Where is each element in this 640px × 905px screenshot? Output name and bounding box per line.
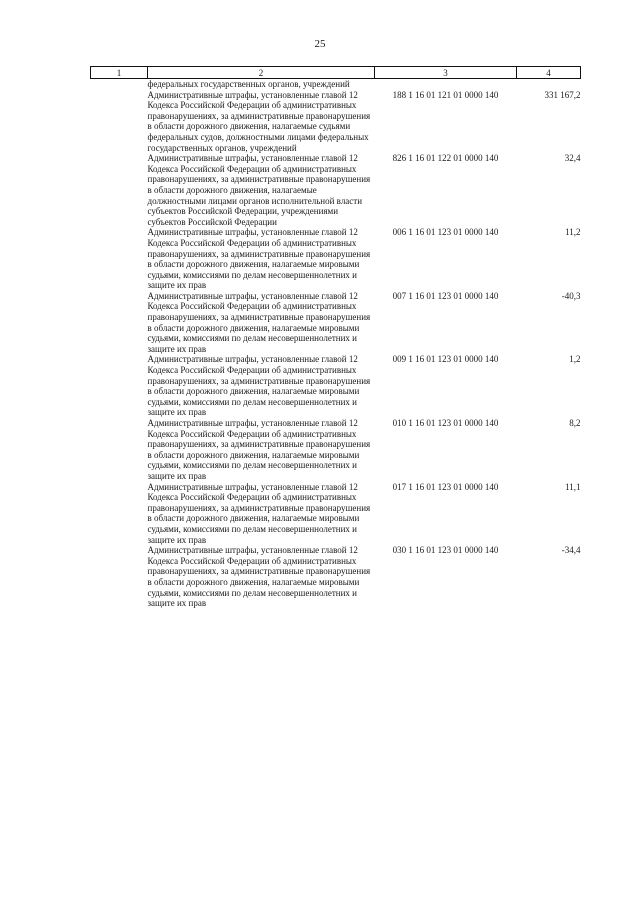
amount-cell: 11,1 [565, 481, 581, 492]
row-number-cell [91, 153, 148, 227]
code-cell: 017 1 16 01 123 01 0000 140 [392, 481, 499, 492]
amount-cell: 331 167,2 [544, 89, 581, 100]
column-header-1: 1 [91, 67, 148, 79]
row-number-cell [91, 227, 148, 291]
table-row [91, 227, 581, 291]
row-number-cell [91, 354, 148, 418]
description-cell: Административные штрафы, установленные главой 12 Кодекса Российской Федерации об административных правонарушениях, за административные правонарушения в области дорожного движения, налагаемые мировыми судьями, комиссиями по делам несовершеннолетних и защите их прав [147, 227, 371, 291]
code-cell: 009 1 16 01 123 01 0000 140 [392, 354, 499, 365]
amount-cell: 32,4 [564, 153, 581, 164]
table-row [91, 354, 581, 418]
description-cell: Административные штрафы, установленные главой 12 Кодекса Российской Федерации об административных правонарушениях, за административные правонарушения в области дорожного движения, налагаемые мировыми судьями, комиссиями по делам несовершеннолетних и защите их прав [147, 290, 371, 354]
description-cell: Административные штрафы, установленные главой 12 Кодекса Российской Федерации об административных правонарушениях, за административные правонарушения в области дорожного движения, налагаемые мировыми судьями, комиссиями по делам несовершеннолетних и защите их прав [147, 354, 371, 418]
amount-cell: 8,2 [569, 418, 581, 428]
table-row [91, 418, 581, 482]
description-cell: Административные штрафы, установленные главой 12 Кодекса Российской Федерации об административных правонарушениях, за административные правонарушения в области дорожного движения, налагаемые мировыми судьями, комиссиями по делам несовершеннолетних и защите их прав [147, 418, 371, 481]
code-cell: 007 1 16 01 123 01 0000 140 [392, 290, 499, 301]
column-header-2: 2 [148, 67, 375, 79]
table-row [91, 90, 581, 154]
table-row [91, 153, 581, 227]
table-row [91, 482, 581, 546]
code-cell: 188 1 16 01 121 01 0000 140 [392, 89, 499, 100]
table-row [91, 291, 581, 355]
code-cell [375, 79, 517, 90]
table-row [91, 79, 581, 90]
description-cell: Административные штрафы, установленные главой 12 Кодекса Российской Федерации об административных правонарушениях, за административные правонарушения в области дорожного движения, налагаемые судьями федеральных судов, должностными лицами федеральных государственных органов, учреждений [147, 89, 371, 153]
code-cell: 010 1 16 01 123 01 0000 140 [392, 418, 499, 428]
revenue-table [90, 66, 581, 609]
column-header-4: 4 [517, 67, 581, 79]
page-number: 25 [314, 38, 326, 50]
amount-cell: -40,3 [561, 290, 581, 301]
row-number-cell [91, 482, 148, 546]
amount-cell: -34,4 [561, 545, 581, 556]
amount-cell [517, 79, 581, 90]
table-header-row [91, 67, 581, 79]
code-cell: 006 1 16 01 123 01 0000 140 [392, 227, 499, 238]
code-cell: 030 1 16 01 123 01 0000 140 [392, 545, 499, 556]
description-cell: Административные штрафы, установленные главой 12 Кодекса Российской Федерации об административных правонарушениях, за административные правонарушения в области дорожного движения, налагаемые мировыми судьями, комиссиями по делам несовершеннолетних и защите их прав [147, 545, 371, 609]
amount-cell: 11,2 [565, 227, 581, 238]
amount-cell: 1,2 [569, 354, 581, 365]
row-number-cell [91, 291, 148, 355]
code-cell: 826 1 16 01 122 01 0000 140 [392, 153, 499, 164]
row-number-cell [91, 418, 148, 482]
row-number-cell [91, 79, 148, 90]
row-number-cell [91, 545, 148, 609]
column-header-3: 3 [375, 67, 517, 79]
description-cell: федеральных государственных органов, учреждений [147, 79, 350, 89]
table-row [91, 545, 581, 609]
row-number-cell [91, 90, 148, 154]
description-cell: Административные штрафы, установленные главой 12 Кодекса Российской Федерации об административных правонарушениях, за административные правонарушения в области дорожного движения, налагаемые должностными лицами органов исполнительной власти субъектов Российской Федерации, учреждениями субъектов Российской Федерации [147, 153, 371, 227]
description-cell: Административные штрафы, установленные главой 12 Кодекса Российской Федерации об административных правонарушениях, за административные правонарушения в области дорожного движения, налагаемые мировыми судьями, комиссиями по делам несовершеннолетних и защите их прав [147, 481, 371, 545]
